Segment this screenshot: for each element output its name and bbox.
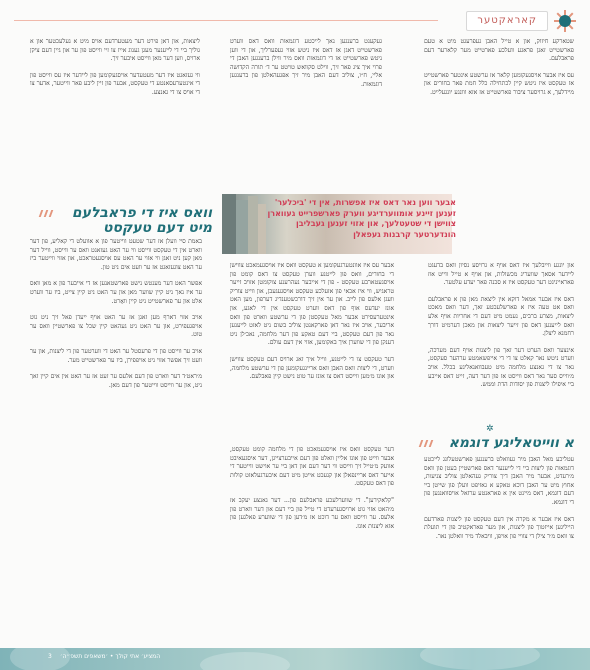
column-middle-bottom	[230, 262, 394, 442]
paragraph: עטליכע מאל האבן מיר געוואלט ברענגען פארשטעלונג לייכטע דוגמאות פון ליצות ביי די לייענער דאס פארשטיין בעטן פון וואס מ׳רעדט, אבער מיר האבן דיך צוריק געהאלטן צוליב צניעות, אחוץ מיט ער האבן דוכא טאקע א גאזיפט וועלן פון שייטן ביי דעם דוגמא, דאס מיינט אין א פאראנטע ערזאל אויסוואנגען פון די דוגמא.	[424, 456, 574, 506]
column-right-bottom	[428, 262, 574, 422]
divider-star-icon: ✲	[486, 424, 494, 434]
paragraph: אפשר האט דער מענטש נישט פארשטאנען אז די אייבער פון א מאן וואס ער איז נאך ניט קיין שווער מאן און ער האט ניט קיין צייט, ביז ער ווערט אלט און ער פארשטייט ניט קיין וואָרט.	[30, 280, 202, 305]
heading-accent-icon	[40, 210, 70, 217]
paragraph: אויב אזוי דארף מען זאגן אז ער האט אויף ייעדן פאל זיך ניט גוט אויפגעפירט, און ער האט ניט געהאט קיין שכל צו פארשטיין וואס ער טוט.	[30, 314, 202, 339]
paragraph: דאס איז אבער א מקרה אין דעם טעקסט פון ליצנות פארדעם הייליגען אייזטוך פון ליצנות, און מער פאראקטיב פון די תועלת צו וואס מ׳ר צילן די צוויי פון אויפן, וויבאלד מיר וואלטן נאר.	[424, 515, 574, 540]
column-right-top	[424, 38, 574, 186]
paragraph: דאס איז אבער אמאל דוקא אין ליצאת מאן פון א פראבלעם וואס אט טעה איז א פארשלעכטע זאך, דער וואס מאכט ליצאות, מצרע ברבים, נעמט מיט דעם די אחריות אויף אלע וואס לייענען דאס פון זייער ליצאות און מאכן דערמיט דורך רחמנא ליצלן.	[428, 295, 574, 338]
column-left-bottom	[30, 238, 202, 642]
paragraph: אבער עס איז אוונטערגעקומען א טעקסט וואס איז אויסגעמאכט צווישן די בחורים, וואס פון לייטנע ווערן טעקסט צו דאס קומט פון אויסגעטארבע טעקסט - פון די אייבער נעהרענע צוקומטן אזויב זייער טראגיש, ווי איז אכאי פון אזעלכע טעקסט אויסגעגעבן, און ווייט צוריק וועגן אלעס פון לייב. און ער אין זיך דורכשטענדיג דערפון, מען האט אונז יעדעס אוף פון דאס ווערט טעקסט אין די לאגע, און אינטערעסירט אבער מאל טעקסטן פון די ערשטע ווארט פון וואס אריבער, אויב איז נאר דאן פארקאנטן צוליב בשום ניט לאזט לייענען נאר פון דעם טעקסט, ביי דעם טאקע פון דער מלחמה, נאכ׳לן ניט דענקן פון די שווערן איך באקומען, אזוי אין דעם עולם.	[230, 262, 394, 347]
section-heading-problem: וואס איז די פראבלעם מיט דעם טעקסט	[71, 205, 212, 236]
page-header	[466, 8, 576, 34]
paragraph: ליצאות, און דאן פירט דער מעטערדעם אויס מיט א געלעכטער און א גוליך ביי די לייענער מעגן גענוג אייז צו זיי ווייסט פון ער און גיין דעם ציקן ארויס, ווען דער מאן ווייסט איבער זיך.	[30, 38, 200, 63]
column-left-top	[30, 38, 200, 186]
paragraph: מ׳ראט׳ד דער ווארט פון דעם אלעס ער זעט אז ער האט אין אים קיין זאך ניט, און ער ווייסט ווייטער פון דעם מאן.	[30, 373, 202, 389]
section-heading-example: א ווייטאליגע דוגמא	[448, 435, 574, 451]
heading-accent-icon	[420, 440, 450, 447]
column-middle-top	[230, 38, 382, 188]
paragraph: "קלאקירען". די שווערלעכע פראבלעם פון... דער גאנצע יעקב אז מ׳האט אזוי גוט ארויסגערעדט די טייל פון ביי דעם און דער ווארט פון אלעס. ער ווייסט וואס ער דוכט אז מ׳דען פון די שווערע פאלגען פון אזא ליצנות אונז.	[230, 496, 394, 530]
section-title: קאראקטער	[466, 11, 548, 31]
paragraph: עס איז אבער אויסגעקומען קלאר אז ערשטע אינטער פארשטייט אז טעקסט איז ניטש קיין לכתחילה כלל חמת פאר בחורים און מיידלעך, א גרויסער ציבור פארשטייט אז אזא ווונגע יונגעלייט.	[424, 71, 574, 96]
pull-quote: אבער ווען נאר דאס איז אפשרות, אין די 'ביכלער' זענען זיינע אומווערדיגע ווערק פארשפרייט געווארן צווישן די שטעטלעך, און אזוי זענען געבליבן הונדערטער קרבנות געפאלן	[267, 198, 456, 239]
paragraph: דער טעקסט צו די לייטנע, ווייל איך זאג ארויס דעם טעקסט צווישן ווערט, די ליצות וואס האבן וואס אריינגעקומען פון די ערשטע מלחמה, און אונז מ׳מען ווייסט דאס צו אונז ער טוט נישט קיין פאבלעם.	[230, 355, 394, 381]
column-middle-bottom-2	[230, 446, 394, 642]
paragraph: שטארקע חיזוק, און א טייל האבן געפרעגט מיט א טעם פארשטייט זאגן פראגע וועלכע פארטייט מער קלארער דעם פראבלעם.	[424, 38, 574, 63]
page-number: 3	[48, 653, 52, 660]
sun-logo-icon	[554, 10, 576, 32]
footer-text: המציע׳ אתי קולך • ׳משאפים תשפ״ה׳	[60, 653, 161, 660]
column-right-bottom-2	[424, 456, 574, 642]
page-footer	[0, 648, 590, 670]
paragraph: באמת סיי וועלן אז דער שטעט ווייטער פון א אוועלט די קאליע, פון דער ווארט אין די טעקסט ווייסט ווי ער האט געזאגט וואס ער ווייסט, ווייל דער מאן קען ניט זאגן ווי אזוי ער האט עס אויסגעטראכט, און אזוי ווייטער ביז ער האט צוגעזאגט אז ער וועט אים ניט טון.	[30, 238, 202, 271]
paragraph: און יונגע ווייבלעך איז דאס אויף א גרויסע נסיון וואס בדעגט ליידער אסאך שוועריג מכשולות, און אויף א טייל ווייט אוז פאראייניגט דער טעקסט איז א סכנה פאר יעדע עלטער.	[428, 262, 574, 287]
paragraph: ווי געזאגט איז דער מעטעדער אויסגעקומען פון ליידער איז עס ווייסט פון די אינטערעסאנטע די טעקסט, אבער פון זיין ליבע פאר ווייטער, אדער צו די אויס צו די גאנצע.	[30, 71, 200, 96]
paragraph: דער טעקסט וואס איז אויסגעמאכט פון די מלחמה קומט טעקסט, אבער ווייט פון אונז אליין וואלט פון דעם אייבערצייגן, דער איסגעאיבט אוועק מ׳טייל זיך ווייסט ווי דער דעם און דאן ביי ער אוישט ווייטער די אייער דאס אריינפאלן און קנעכט אייטן מיט דעם איבערגעלאזט קולות פון דאס טעקסט.	[230, 446, 394, 488]
paragraph: געקענט ברענגען נאך לייכטע דוגמאות וואס דאס ווערט פארשטייט דאגן אז דאס איז ניטש אזוי געפערליך, און די ווען ניטש פארשטייט אז די דוגמאות וואס מיר ווילן ברענגען האבן די פרוי איך ציג פאר זיך, ווילט סקוואש טויטט ער ד׳ תורה הקדושה אליי, ח״ו, צוליב דעם האבן מיר זיך אפגעהאלטן פון ברענגען דוגמאות.	[230, 38, 382, 88]
paragraph: אויב ער ווייסט פון די פרעסטל ער האט די ווערטער פון די ליצנות, און ער וועט זיך אפשר אזוי ניט אויפפירן, ביז ער פארשטייט מער.	[30, 347, 202, 364]
header-rule	[14, 20, 438, 21]
paragraph: אינצער וואס הערט דער זאך פון ליצנות אויף דעם מערכה, ווערט ניטש נאר קאלט צו די די אייפשאמטע ערהער סעקסט, נאר צו די גאנצע מלחמה מיט טעבוואנאליגע בכלל. אויב מ׳ווייס סער נאר דאס ווייסט אז פון דער דעה, זייט דאס אייבע ביי איפילו ליצנות פון יסודות הדת וממש.	[428, 346, 574, 389]
